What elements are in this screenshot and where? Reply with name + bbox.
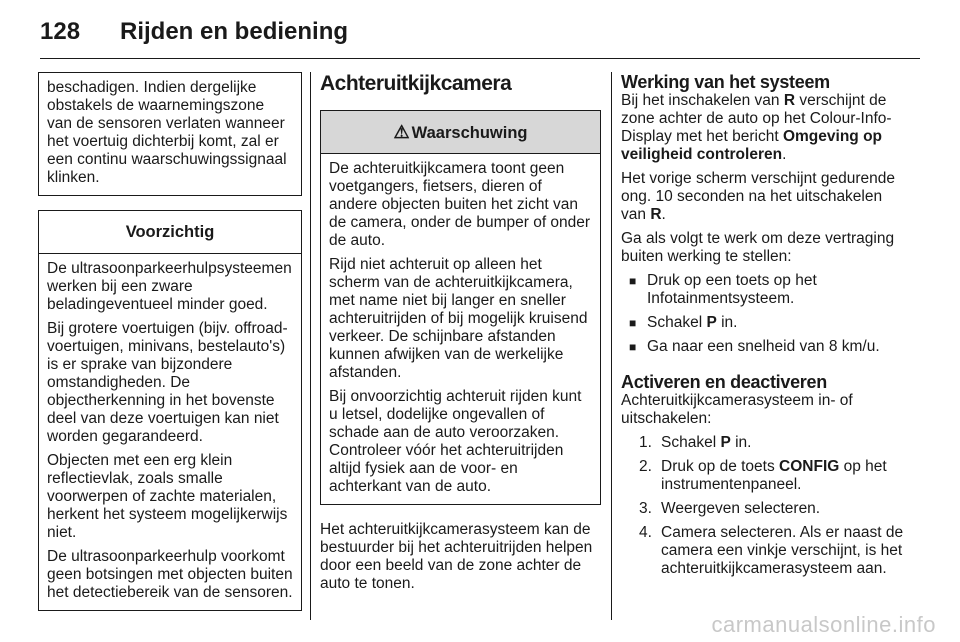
caution-paragraph: De ultrasoonparkeerhulpsysteemen werken bij een zware beladingeventueel minder goed. <box>47 260 292 313</box>
warning-icon: ⚠ <box>393 122 410 142</box>
intro-text: beschadigen. Indien dergelijke obstakels de waarnemingszone van de sensoren verlaten wanneer het voertuig dichterbij komt, zal er een continu waarschuwingssignaal klinken. <box>47 79 287 186</box>
subsection-heading: Activeren en deactiveren <box>621 372 827 392</box>
subsection-heading: Werking van het systeem <box>621 72 830 92</box>
warning-header <box>321 111 600 154</box>
intro-box <box>38 72 302 196</box>
page-header <box>40 18 920 58</box>
paragraph: Achteruitkijkcamerasysteem in- of uitschakelen: <box>621 392 853 427</box>
caution-paragraph: Objecten met een erg klein reflectievlak, zoals smalle voorwerpen of zachte materialen, herkent het systeem mogelijkerwijs niet. <box>47 452 288 541</box>
list-item: 4. Camera selecteren. Als er naast de camera een vinkje verschijnt, is het achteruitkijkcamerasysteem aan. <box>639 524 904 577</box>
warning-paragraph: Bij onvoorzichtig achteruit rijden kunt u letsel, dodelijke ongevallen of schade aan de auto veroorzaken. Controleer vóór het achteruitrijden altijd fysiek aan de voor- en achterkant van de auto. <box>329 388 582 495</box>
section-heading: Achteruitkijkcamera <box>320 72 512 95</box>
warning-paragraph: Rijd niet achteruit op alleen het scherm van de achteruitkijkcamera, met name niet bij langer en sneller achteruitrijden of bij mogelijk kruisend verkeer. De schijnbare afstanden kunnen afwijken van de werkelijke afstanden. <box>329 256 588 381</box>
paragraph: Het vorige scherm verschijnt gedurende ong. 10 seconden na het uitschakelen van R. <box>621 170 895 223</box>
list-item: 3. Weergeven selecteren. <box>639 500 821 517</box>
caution-paragraph: De ultrasoonparkeerhulp voorkomt geen botsingen met objecten buiten het detectiebereik van de sensoren. <box>47 548 293 601</box>
column-left <box>38 72 302 625</box>
gear-r: R <box>783 92 796 109</box>
bullet-icon: ■ <box>629 340 637 354</box>
list-item: 1. Schakel P in. <box>639 434 752 451</box>
body-text: Het achteruitkijkcamerasysteem kan de bestuurder bij het achteruitrijden helpen door een beeld van de zone achter de auto te tonen. <box>320 521 593 592</box>
gear-r: R <box>650 206 662 223</box>
caution-paragraph: Bij grotere voertuigen (bijv. offroad-voertuigen, minivans, bestelauto's) is er sprake van bijzondere omstandigheden. De objectherkenning in het bovenste deel van deze voertuigen kan niet worden gegarandeerd. <box>47 320 288 445</box>
paragraph: Ga als volgt te werk om deze vertraging buiten werking te stellen: <box>621 230 895 265</box>
bullet-icon: ■ <box>629 316 637 330</box>
page-number: 128 <box>40 18 81 45</box>
list-item: ■ Schakel P in. <box>629 314 738 331</box>
column-middle <box>320 72 601 599</box>
caution-title: Voorzichtig <box>39 211 301 254</box>
warning-paragraph: De achteruitkijkcamera toont geen voetgangers, fietsers, dieren of andere objecten buiten het zicht van de camera, onder de bumper of onder de auto. <box>329 160 591 249</box>
list-item: ■ Ga naar een snelheid van 8 km/u. <box>629 338 880 355</box>
watermark: carmanualsonline.info <box>711 612 936 637</box>
column-divider <box>611 72 612 620</box>
paragraph: Bij het inschakelen van R verschijnt de zone achter de auto op het Colour-Info-Display met het bericht Omgeving op veiligheid controleren. <box>621 92 892 163</box>
page-title: Rijden en bediening <box>120 18 349 45</box>
bullet-icon: ■ <box>629 274 637 288</box>
warning-box <box>320 110 601 505</box>
list-item: 2. Druk op de toets CONFIG op het instrumentenpaneel. <box>639 458 887 493</box>
list-item: ■ Druk op een toets op het Infotainmentsysteem. <box>629 272 817 307</box>
caution-box <box>38 210 302 611</box>
column-divider <box>310 72 311 620</box>
warning-title: Waarschuwing <box>411 124 528 142</box>
header-rule <box>40 58 920 59</box>
display-message: Omgeving op veiligheid controleren <box>621 128 883 163</box>
column-right <box>621 72 906 584</box>
